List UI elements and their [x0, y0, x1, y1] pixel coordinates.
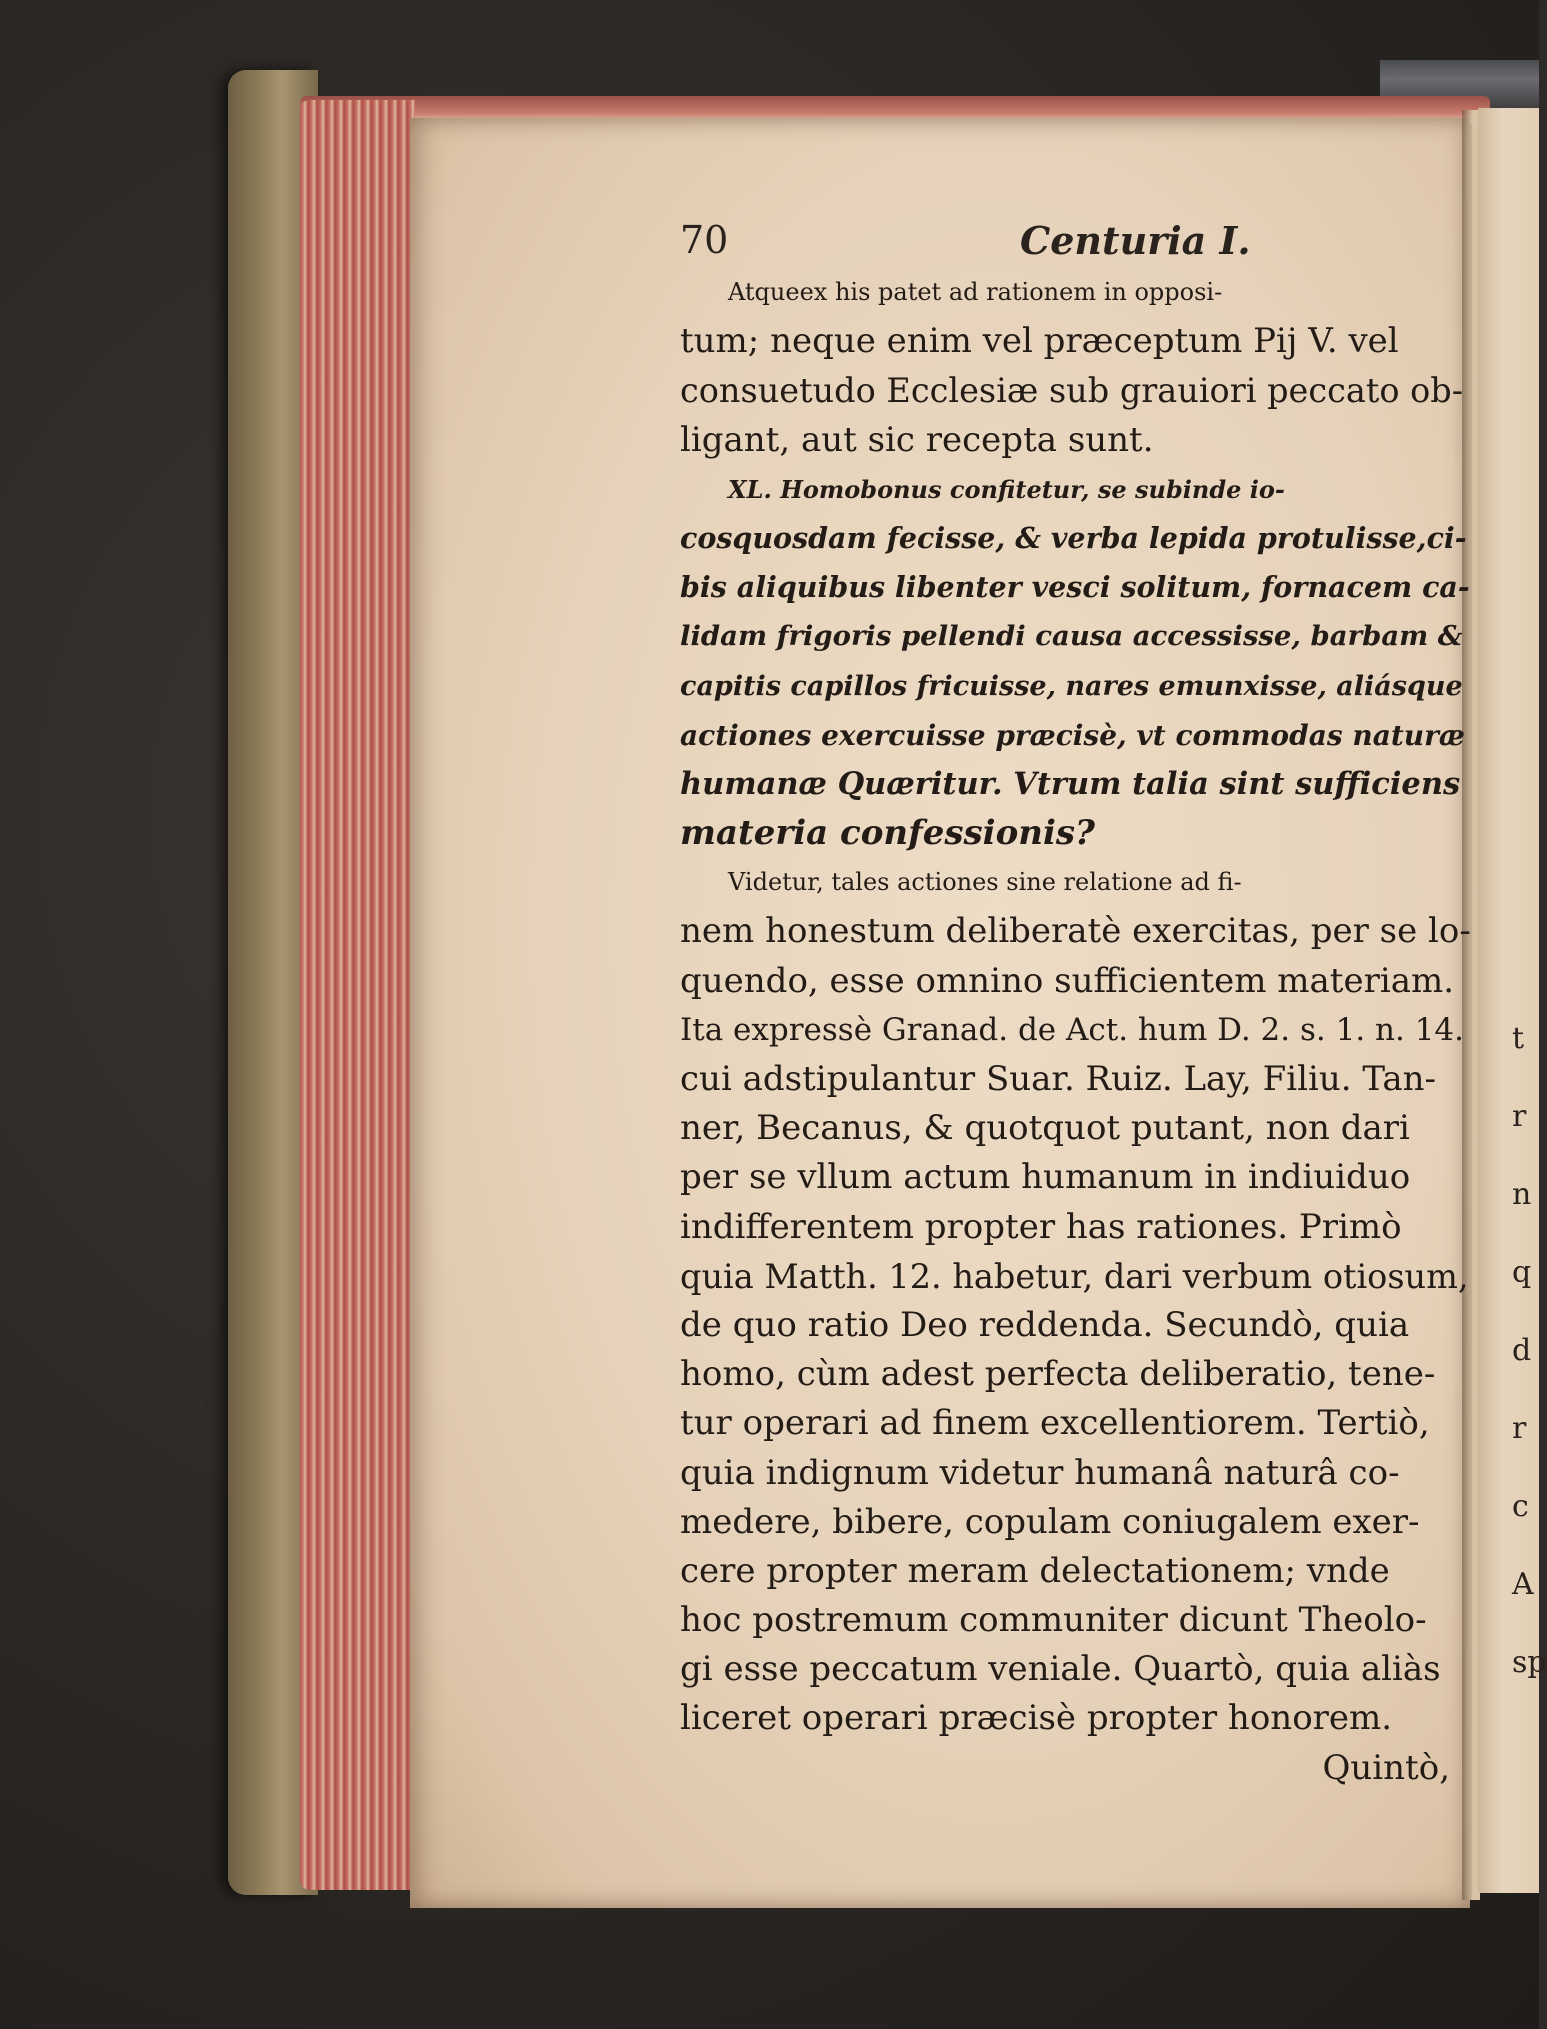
text-line: cere propter meram delectationem; vnde [680, 1550, 1390, 1591]
body-text [680, 268, 1470, 1793]
text-line: per se vllum actum humanum in indiuiduo [680, 1157, 1411, 1198]
text-line: cui adstipulantur Suar. Ruiz. Lay, Filiu. Tan- [680, 1059, 1437, 1099]
facing-letter: c [1512, 1489, 1529, 1524]
facing-letter: t [1512, 1021, 1525, 1056]
text-line: quia Matth. 12. habetur, dari verbum otiosum, [680, 1256, 1469, 1296]
facing-letter: n [1512, 1177, 1532, 1212]
text-line: Quintò, [1322, 1747, 1450, 1788]
text-line: actiones exercuisse præcisè, vt commodas naturæ [680, 718, 1465, 752]
page-header [680, 218, 1480, 268]
text-line: quendo, esse omnino sufficientem materiam. [680, 960, 1455, 1001]
text-line: tum; neque enim vel præceptum Pij V. vel [680, 321, 1399, 362]
text-line: lidam frigoris pellendi causa accessisse, barbam & [680, 620, 1463, 653]
text-line: capitis capillos fricuisse, nares emunxisse, aliásque [680, 670, 1463, 702]
text-line: humanæ Quæritur. Vtrum talia sint sufficiens [680, 765, 1461, 802]
text-line: homo, cùm adest perfecta deliberatio, tene- [680, 1354, 1436, 1395]
text-line: XL. Homobonus confitetur, se subinde io- [728, 474, 1285, 504]
text-line: quia indignum videtur humanâ naturâ co- [680, 1452, 1400, 1493]
facing-letter: A [1512, 1567, 1534, 1602]
page-edges [300, 100, 415, 1890]
page-number: 70 [680, 218, 729, 262]
facing-letter: r [1512, 1099, 1527, 1134]
text-line: materia confessionis? [680, 813, 1095, 854]
text-line: Atqueex his patet ad rationem in opposi- [728, 278, 1223, 306]
facing-letter: d [1512, 1333, 1532, 1368]
text-line: cosquosdam fecisse, & verba lepida protulisse,ci- [680, 520, 1467, 555]
text-line: bis aliquibus libenter vesci solitum, fornacem ca- [680, 570, 1470, 605]
text-line: consuetudo Ecclesiæ sub grauiori peccato ob- [680, 371, 1464, 411]
text-line: de quo ratio Deo reddenda. Secundò, quia [680, 1304, 1410, 1345]
text-line: ligant, aut sic recepta sunt. [680, 419, 1154, 460]
text-line: Ita expressè Granad. de Act. hum D. 2. s. 1. n. 14. [680, 1011, 1465, 1048]
text-line: liceret operari præcisè propter honorem. [680, 1698, 1393, 1739]
text-line: hoc postremum communiter dicunt Theolo- [680, 1600, 1427, 1641]
facing-letter: q [1512, 1255, 1532, 1290]
text-line: ner, Becanus, & quotquot putant, non dari [680, 1108, 1410, 1149]
facing-letter: sp [1512, 1645, 1547, 1680]
text-line: Videtur, tales actiones sine relatione ad fi- [728, 868, 1242, 897]
text-line: gi esse peccatum veniale. Quartò, quia aliàs [680, 1649, 1441, 1690]
facing-letter: r [1512, 1411, 1527, 1446]
running-title: Centuria I. [1020, 218, 1251, 263]
text-line: tur operari ad finem excellentiorem. Tertiò, [680, 1403, 1430, 1444]
text-line: nem honestum deliberatè exercitas, per se lo- [680, 911, 1471, 952]
text-line: indifferentem propter has rationes. Primò [680, 1206, 1402, 1247]
text-line: medere, bibere, copulam coniugalem exer- [680, 1501, 1420, 1542]
facing-page-text [1512, 1000, 1547, 1800]
